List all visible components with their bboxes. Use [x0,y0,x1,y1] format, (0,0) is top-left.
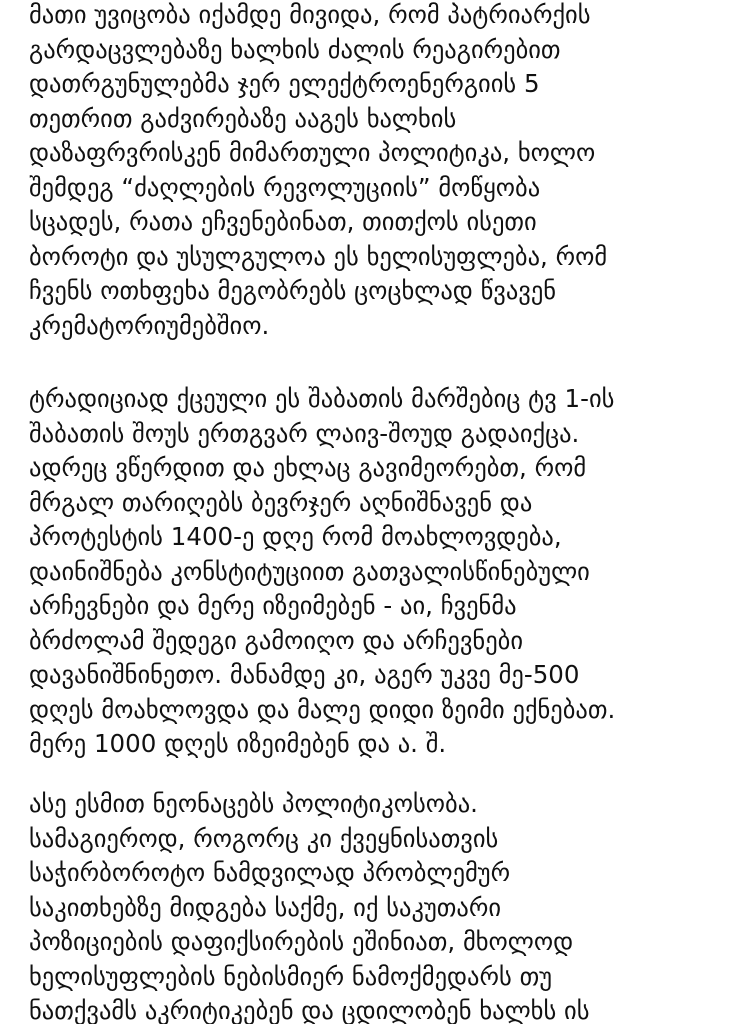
text-line: კრემატორიუმებშიო. [29,310,270,340]
text-line: დაინიშნება კონსტიტუციით გათვალისწინებული [29,556,590,586]
text-line: მრგალ თარიღებს ბევრჯერ აღნიშნავენ და [29,487,533,517]
text-line: ხელისუფლების ნებისმიერ ნამოქმედარს თუ [29,961,552,991]
text-line: საჭირბოროტო ნამდვილად პრობლემურ [29,858,511,887]
text-line: არჩევნები და მერე იზეიმებენ - აი, ჩვენმა [29,591,517,620]
text-line: ჩვენს ოთხფეხა მეგობრებს ცოცხლად წვავენ [29,276,557,305]
text-line: თეთრით გაძვირებაზე ააგეს ხალხის [29,103,457,133]
paragraph-1 [29,0,734,343]
text-line: პროტესტის 1400-ე დღე რომ მოახლოვდება, [29,522,562,551]
text-line: დღეს მოახლოვდა და მალე დიდი ზეიმი ექნებათ. [29,694,616,724]
text-line: ნათქვამს აკრიტიკებენ და ცდილობენ ხალხს ის [29,996,590,1024]
text-line: გარდაცვლებაზე ხალხის ძალის რეაგირებით [29,34,561,64]
paragraph-2 [29,382,734,762]
text-line: დავანიშნინეთო. მანამდე კი, აგერ უკვე მე-500 [29,660,580,689]
text-line: საკითხებზე მიდგება საქმე, იქ საკუთარი [29,892,501,922]
text-line: ადრეც ვწერდით და ეხლაც გავიმეორებთ, რომ [29,453,587,482]
text-line: დათრგუნულებმა ჯერ ელექტროენერგიის 5 [29,69,540,98]
text-line: ბოროტი და უსულგულოა ეს ხელისუფლება, რომ [29,241,608,271]
text-line: პოზიციების დაფიქსირების ეშინიათ, მხოლოდ [29,927,574,956]
text-line: ასე ესმით ნეონაცებს პოლიტიკოსობა. [29,789,478,818]
text-line: მერე 1000 დღეს იზეიმებენ და ა. შ. [29,729,447,758]
text-line: სამაგიეროდ, როგორც კი ქვეყნისათვის [29,823,499,853]
text-line: მათი უვიცობა იქამდე მივიდა, რომ პატრიარქის [29,0,591,29]
text-line: ტრადიციად ქცეული ეს შაბათის მარშებიც ტვ 1-ის [29,384,615,413]
text-line: შაბათის შოუს ერთგვარ ლაივ-შოუდ გადაიქცა. [29,418,580,448]
text-line: დაზაფრვრისკენ მიმართული პოლიტიკა, ხოლო [29,138,596,167]
text-line: შემდეგ “ძაღლების რევოლუციის” მოწყობა [29,172,541,202]
paragraph-3 [29,787,734,1024]
text-line: სცადეს, რათა ეჩვენებინათ, თითქოს ისეთი [29,207,537,236]
text-line: ბრძოლამ შედეგი გამოიღო და არჩევნები [29,625,523,655]
